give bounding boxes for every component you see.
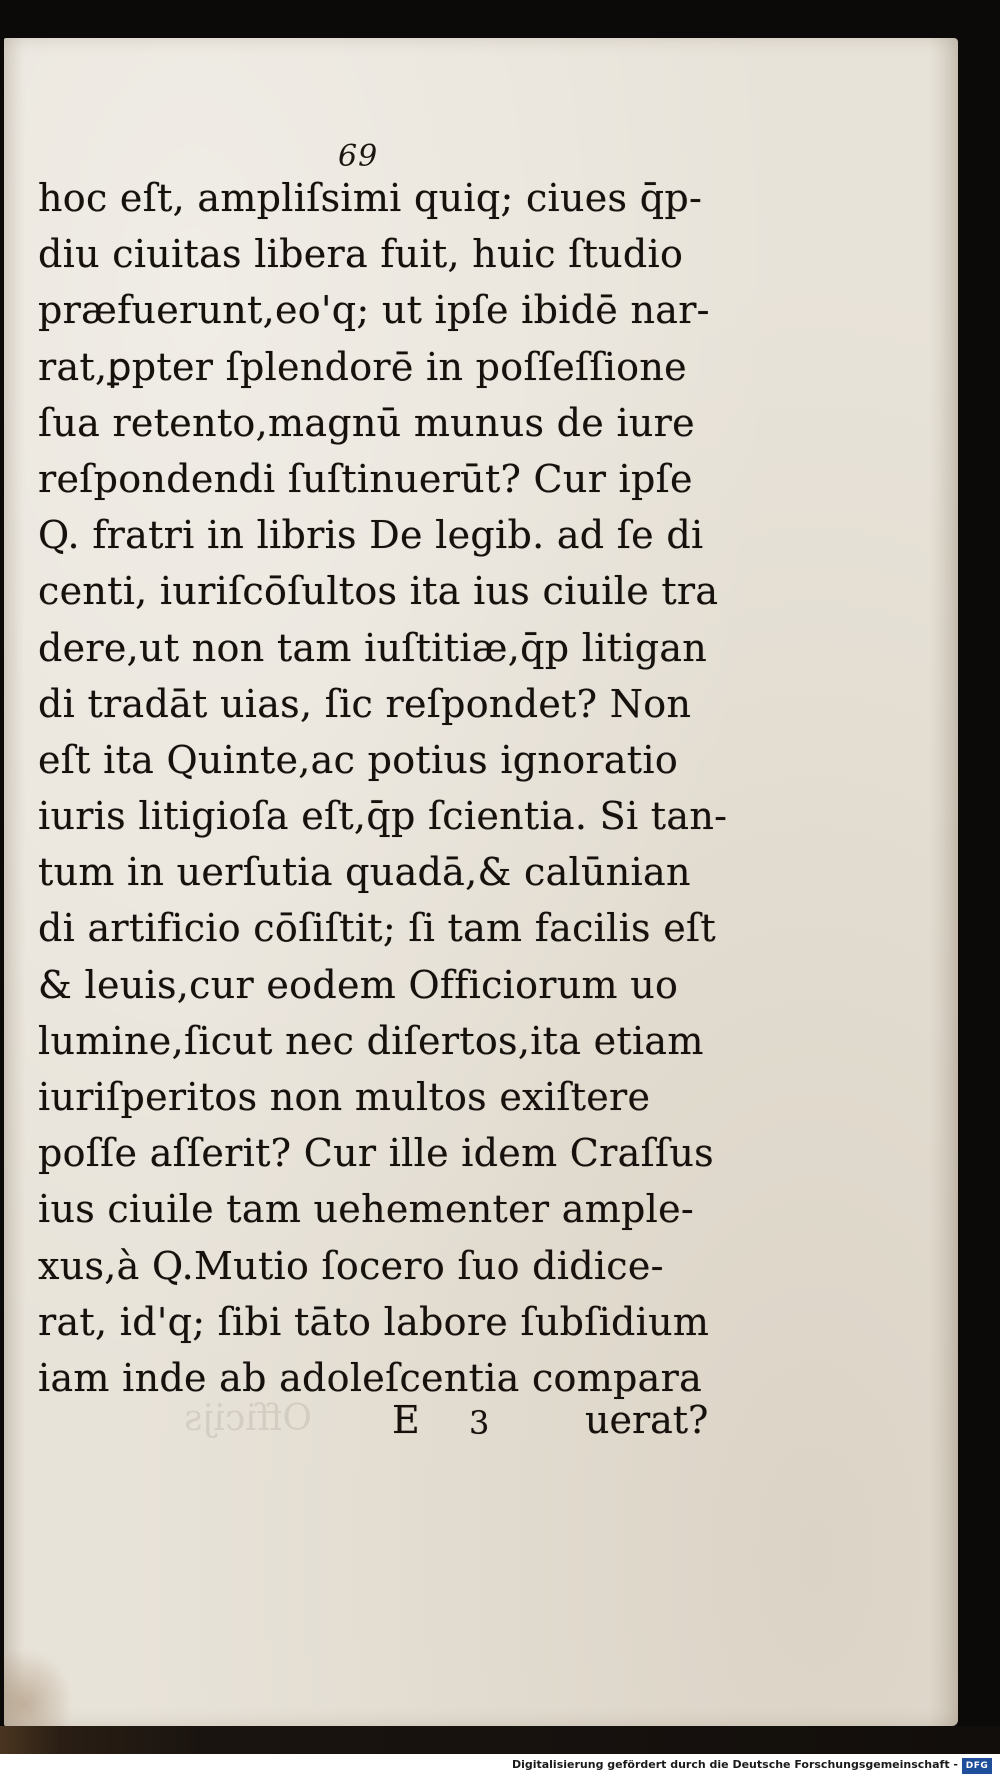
- text-line: hoc eſt, ampliſsimi quiq; ciues q̄p-: [38, 176, 703, 220]
- text-line: iam inde ab adoleſcentia compara: [38, 1355, 703, 1400]
- show-through-text: Officijs: [184, 1398, 312, 1439]
- dfg-logo-icon: DFG: [962, 1758, 992, 1774]
- text-line: xus,à Q.Mutio ſocero ſuo didice-: [38, 1243, 664, 1288]
- text-line: Q. fratri in libris De legib. ad ſe di: [38, 513, 704, 558]
- text-line: iuriſperitos non multos exiſtere: [38, 1075, 651, 1119]
- text-line: centi, iuriſcōſultos ita ius ciuile tra: [38, 569, 719, 614]
- text-line: poſſe aſſerit? Cur ille idem Craſſus: [38, 1131, 714, 1176]
- text-line: ius ciuile tam uehementer ample-: [38, 1187, 695, 1232]
- signature-number: 3: [469, 1404, 490, 1442]
- text-line: di artificio cōſiſtit; ſi tam facilis eſt: [38, 906, 716, 951]
- text-line: rat,ꝑpter ſplendorē in poſſeſſione: [38, 344, 687, 389]
- text-line: eſt ita Quinte,ac potius ignoratio: [38, 737, 679, 782]
- page-number: 69: [338, 139, 379, 174]
- book-binding-edge: [0, 1726, 1000, 1754]
- text-line: lumine,ſicut nec diſertos,ita etiam: [38, 1018, 704, 1063]
- catchword: uerat?: [585, 1398, 709, 1442]
- text-line: præfuerunt,eo'q; ut ipſe ibidē nar-: [38, 288, 710, 333]
- text-line: iuris litigioſa eſt,q̄p ſcientia. Si tan-: [38, 794, 728, 839]
- text-line: dere,ut non tam iuſtitiæ,q̄p litigan: [38, 625, 708, 670]
- signature-letter: E: [392, 1398, 420, 1442]
- text-line: reſpondendi ſuſtinuerūt? Cur ipſe: [38, 456, 693, 501]
- text-line: & leuis,cur eodem Officiorum uo: [38, 962, 679, 1007]
- text-line: di tradāt uias, ſic reſpondet? Non: [38, 681, 692, 726]
- digitization-footer: [0, 1754, 1000, 1779]
- text-line: ſua retento,magnū munus de iure: [38, 400, 695, 445]
- signature-line: [0, 1398, 1000, 1454]
- text-line: rat, id'q; ſibi tāto labore ſubſidium: [38, 1299, 710, 1344]
- body-text: [38, 170, 728, 1406]
- page-stain: [4, 1648, 74, 1728]
- text-line: tum in uerſutia quadā,& calūnian: [38, 850, 691, 895]
- funding-credit: Digitalisierung gefördert durch die Deutsche Forschungsgemeinschaft -: [511, 1758, 958, 1771]
- text-line: diu ciuitas libera fuit, huic ſtudio: [38, 232, 684, 277]
